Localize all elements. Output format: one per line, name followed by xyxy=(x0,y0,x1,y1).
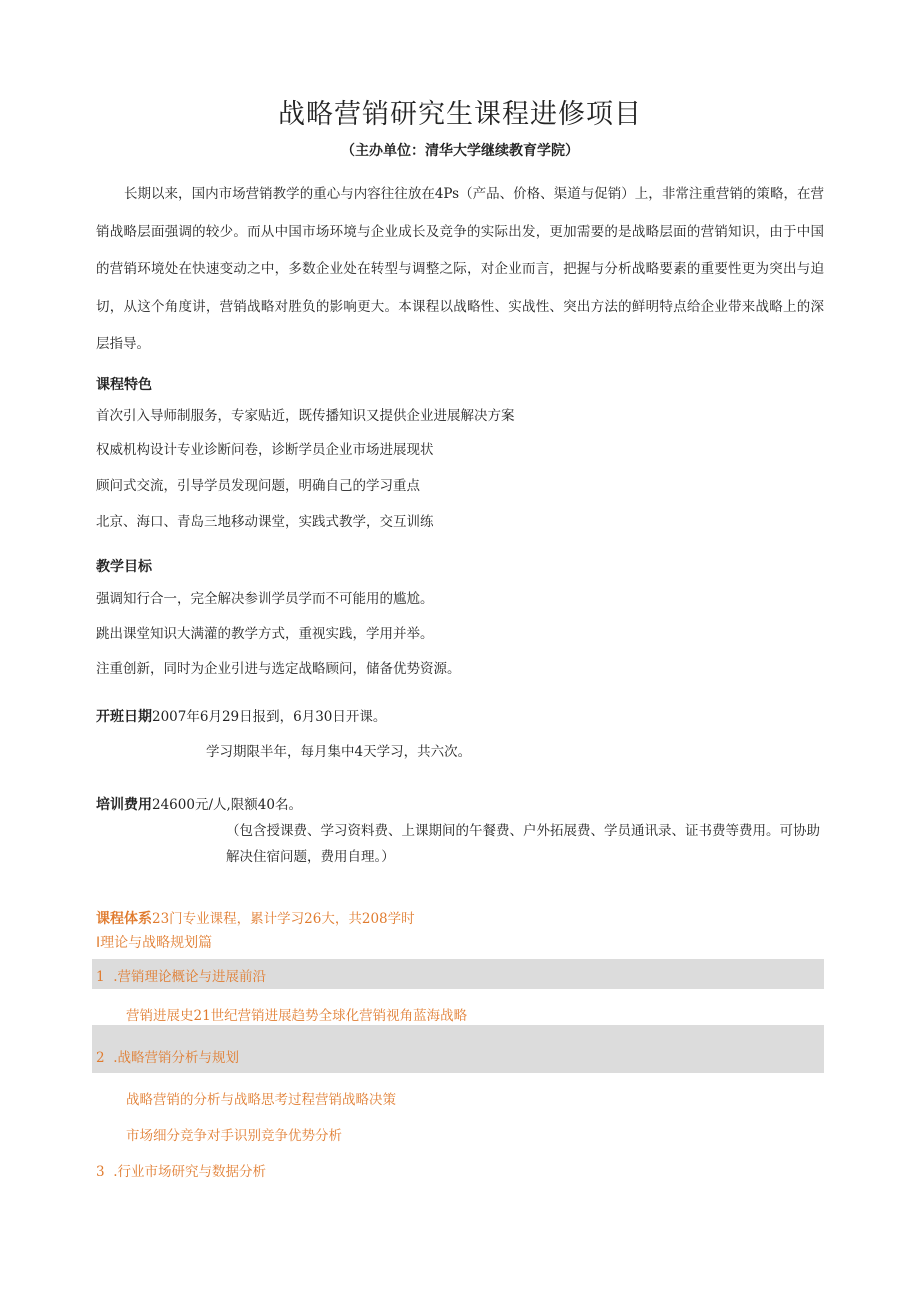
page-subtitle: （主办单位：清华大学继续教育学院） xyxy=(341,143,579,159)
goal-item: 跳出课堂知识大满灌的教学方式，重视实践，学用并举。 xyxy=(96,626,434,642)
fee-label: 培训费用 xyxy=(96,797,152,813)
feature-item: 首次引入导师制服务，专家贴近，既传播知识又提供企业进展解决方案 xyxy=(96,408,515,424)
curriculum-text: 23门专业课程，累计学习26大，共208学时 xyxy=(152,911,415,927)
intro-paragraph: 长期以来，国内市场营销教学的重心与内容往往放在4Ps（产品、价格、渠道与促销）上，非常注重营销的策略，在营销战略层面强调的较少。而从中国市场环境与企业成长及竞争的实际出发，更加需要的是战略层面的营销知识，由于中国的营销环境处在快速变动之中，多数企业处在转型与调整之际，对企业而言，把握与分析战略要素的重要性更为突出与迫切，从这个角度讲，营销战略对胜负的影响更大。本课程以战略性、实战性、突出方法的鲜明特点给企业带来战略上的深层指导。 xyxy=(96,186,824,352)
module-name: .战略营销分析与规划 xyxy=(113,1050,239,1066)
schedule-text: 2007年6月29日报到，6月30日开课。 xyxy=(152,709,387,725)
module-number: 1 xyxy=(96,969,105,985)
schedule-line xyxy=(96,705,386,726)
goals-heading: 教学目标 xyxy=(96,559,152,575)
module-title xyxy=(96,1046,239,1066)
curriculum-label: 课程体系 xyxy=(96,911,152,927)
module-name: .营销理论概论与进展前沿 xyxy=(113,969,266,985)
feature-item: 顾问式交流，引导学员发现问题，明确自己的学习重点 xyxy=(96,478,420,494)
fee-line xyxy=(96,793,302,814)
module-sub-item: 市场细分竞争对手识别竞争优势分析 xyxy=(126,1128,342,1144)
module-number: 2 xyxy=(96,1050,105,1066)
module-name: .行业市场研究与数据分析 xyxy=(113,1164,266,1180)
goal-item: 注重创新，同时为企业引进与选定战略顾问，储备优势资源。 xyxy=(96,661,461,677)
fee-note: （包含授课费、学习资料费、上课期间的午餐费、户外拓展费、学员通讯录、证书费等费用。可协助解决住宿问题，费用自理。） xyxy=(226,823,820,865)
curriculum-part: I理论与战略规划篇 xyxy=(96,935,213,951)
module-title xyxy=(96,1160,266,1180)
module-title xyxy=(96,965,266,985)
page-title: 战略营销研究生课程进修项目 xyxy=(278,99,642,130)
module-sub-item: 战略营销的分析与战略思考过程营销战略决策 xyxy=(126,1092,396,1108)
module-number: 3 xyxy=(96,1164,105,1180)
feature-item: 权威机构设计专业诊断问卷，诊断学员企业市场进展现状 xyxy=(96,442,434,458)
fee-text: 24600元/人,限额40名。 xyxy=(152,797,302,813)
schedule-label: 开班日期 xyxy=(96,709,152,725)
curriculum-line xyxy=(96,907,415,928)
module-sub-item: 营销进展史21世纪营销进展趋势全球化营销视角蓝海战略 xyxy=(126,1008,468,1024)
features-heading: 课程特色 xyxy=(96,377,152,393)
feature-item: 北京、海口、青岛三地移动课堂，实践式教学，交互训练 xyxy=(96,514,434,530)
goal-item: 强调知行合一，完全解决参训学员学而不可能用的尴尬。 xyxy=(96,591,434,607)
schedule-detail: 学习期限半年，每月集中4天学习，共六次。 xyxy=(206,744,472,760)
